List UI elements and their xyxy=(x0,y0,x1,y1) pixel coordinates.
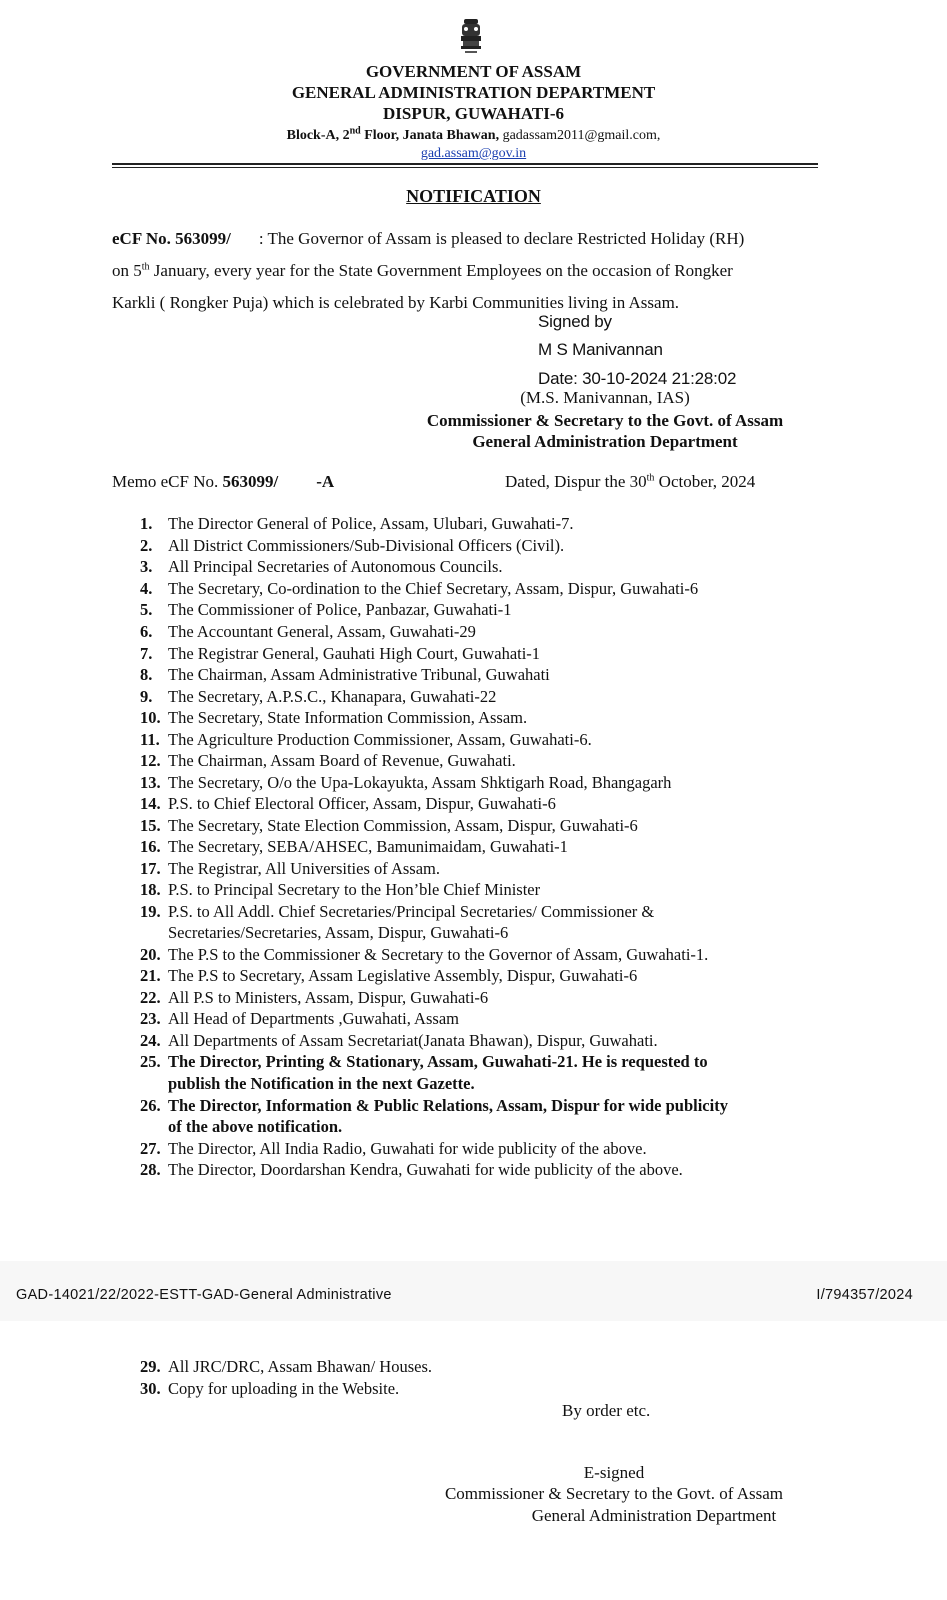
list-number: 1. xyxy=(140,514,153,533)
list-number: 10. xyxy=(140,708,161,727)
signatory-name: (M.S. Manivannan, IAS) xyxy=(520,388,690,407)
memo-number: 563099/ xyxy=(222,472,279,491)
list-item: All JRC/DRC, Assam Bhawan/ Houses. xyxy=(168,1357,433,1376)
list-number: 15. xyxy=(140,816,161,835)
list-item: All Principal Secretaries of Autonomous Councils. xyxy=(168,557,503,576)
list-number: 12. xyxy=(140,751,161,770)
list-item: The Secretary, O/o the Upa-Lokayukta, Assam Shktigarh Road, Bhangagarh xyxy=(168,773,672,792)
govt-title: GOVERNMENT OF ASSAM xyxy=(365,62,582,81)
memo-date: Dated, Dispur the 30th October, 2024 xyxy=(505,472,756,491)
notification-line-1: eCF No. 563099/ : The Governor of Assam is pleased to declare Restricted Holiday (RH) xyxy=(112,229,745,248)
list-item: The Director, Information & Public Relations, Assam, Dispur for wide publicity xyxy=(168,1096,728,1115)
signatory-department: General Administration Department xyxy=(472,432,738,451)
esigned-label: E-signed xyxy=(583,1463,645,1482)
list-number: 17. xyxy=(140,859,161,878)
list-number: 27. xyxy=(140,1139,161,1158)
list-item: The Director General of Police, Assam, Ulubari, Guwahati-7. xyxy=(168,514,574,533)
website-link[interactable]: gad.assam@gov.in xyxy=(420,146,527,161)
list-item: The Secretary, Co-ordination to the Chief Secretary, Assam, Dispur, Guwahati-6 xyxy=(168,579,699,598)
list-number: 21. xyxy=(140,966,161,985)
list-item: The Agriculture Production Commissioner, Assam, Guwahati-6. xyxy=(168,730,592,749)
list-number: 20. xyxy=(140,945,161,964)
list-item-continuation: publish the Notification in the next Gazette. xyxy=(168,1074,475,1093)
list-number: 23. xyxy=(140,1009,161,1028)
memo-line: Memo eCF No. 563099/ -A xyxy=(112,472,335,491)
by-order-text: By order etc. xyxy=(562,1401,651,1420)
notification-line-3: Karkli ( Rongker Puja) which is celebrated by Karbi Communities living in Assam. xyxy=(112,293,680,312)
list-item: The P.S to the Commissioner & Secretary to the Governor of Assam, Guwahati-1. xyxy=(168,945,709,964)
list-number: 19. xyxy=(140,902,161,921)
address-line: Block-A, 2nd Floor, Janata Bhawan, gadassam2011@gmail.com, xyxy=(286,125,661,143)
file-reference: GAD-14021/22/2022-ESTT-GAD-General Administrative xyxy=(16,1287,392,1303)
list-number: 11. xyxy=(140,730,160,749)
list-item: The Secretary, A.P.S.C., Khanapara, Guwahati-22 xyxy=(168,687,497,706)
list-number: 13. xyxy=(140,773,161,792)
ecf-number: eCF No. 563099/ xyxy=(112,229,231,248)
closing-department: General Administration Department xyxy=(531,1506,777,1525)
location-title: DISPUR, GUWAHATI-6 xyxy=(382,104,565,123)
list-item: The Director, Printing & Stationary, Assam, Guwahati-21. He is requested to xyxy=(168,1052,708,1071)
list-item: All Head of Departments ,Guwahati, Assam xyxy=(168,1009,459,1028)
list-number: 7. xyxy=(140,644,153,663)
list-number: 9. xyxy=(140,687,153,706)
list-number: 30. xyxy=(140,1379,161,1398)
list-item: P.S. to Chief Electoral Officer, Assam, Dispur, Guwahati-6 xyxy=(168,794,556,813)
list-number: 18. xyxy=(140,880,161,899)
signer-name: M S Manivannan xyxy=(538,340,663,359)
list-number: 22. xyxy=(140,988,161,1007)
signatory-designation: Commissioner & Secretary to the Govt. of Assam xyxy=(426,411,784,430)
list-number: 25. xyxy=(140,1052,161,1071)
list-item: The Secretary, State Information Commission, Assam. xyxy=(168,708,528,727)
department-title: GENERAL ADMINISTRATION DEPARTMENT xyxy=(291,83,656,102)
list-item: All District Commissioners/Sub-Divisional Officers (Civil). xyxy=(168,536,565,555)
list-number: 28. xyxy=(140,1160,161,1179)
list-item: The Director, Doordarshan Kendra, Guwahati for wide publicity of the above. xyxy=(168,1160,683,1179)
list-item: P.S. to All Addl. Chief Secretaries/Principal Secretaries/ Commissioner & xyxy=(168,902,655,921)
list-number: 24. xyxy=(140,1031,161,1050)
notification-title: NOTIFICATION xyxy=(406,186,541,206)
list-number: 8. xyxy=(140,665,153,684)
list-number: 29. xyxy=(140,1357,161,1376)
list-number: 2. xyxy=(140,536,153,555)
list-number: 3. xyxy=(140,557,153,576)
list-item: All Departments of Assam Secretariat(Janata Bhawan), Dispur, Guwahati. xyxy=(168,1031,658,1050)
header-rule xyxy=(112,163,818,165)
notification-line-2: on 5th January, every year for the State Government Employees on the occasion of Rongker xyxy=(112,261,733,280)
list-item: The Accountant General, Assam, Guwahati-29 xyxy=(168,622,476,641)
list-item: P.S. to Principal Secretary to the Hon’ble Chief Minister xyxy=(168,880,541,899)
list-number: 4. xyxy=(140,579,153,598)
header-rule-thin xyxy=(112,167,818,168)
list-item: Copy for uploading in the Website. xyxy=(168,1379,400,1398)
list-number: 5. xyxy=(140,600,153,619)
list-item: The Registrar General, Gauhati High Court, Guwahati-1 xyxy=(168,644,541,663)
list-number: 6. xyxy=(140,622,153,641)
list-item: The Commissioner of Police, Panbazar, Guwahati-1 xyxy=(168,600,512,619)
state-emblem-icon xyxy=(455,18,487,58)
list-item: The Chairman, Assam Administrative Tribunal, Guwahati xyxy=(168,665,550,684)
receipt-reference: I/794357/2024 xyxy=(816,1287,913,1303)
list-item: The Secretary, SEBA/AHSEC, Bamunimaidam, Guwahati-1 xyxy=(168,837,568,856)
list-item: The P.S to Secretary, Assam Legislative Assembly, Dispur, Guwahati-6 xyxy=(168,966,638,985)
list-item-continuation: Secretaries/Secretaries, Assam, Dispur, Guwahati-6 xyxy=(168,923,509,942)
signed-by-label: Signed by xyxy=(538,312,612,331)
list-item: The Registrar, All Universities of Assam. xyxy=(168,859,441,878)
list-item: The Director, All India Radio, Guwahati for wide publicity of the above. xyxy=(168,1139,647,1158)
list-item: The Secretary, State Election Commission, Assam, Dispur, Guwahati-6 xyxy=(168,816,638,835)
closing-designation: Commissioner & Secretary to the Govt. of Assam xyxy=(444,1484,784,1503)
list-item: All P.S to Ministers, Assam, Dispur, Guwahati-6 xyxy=(168,988,489,1007)
list-item: The Chairman, Assam Board of Revenue, Guwahati. xyxy=(168,751,516,770)
list-number: 16. xyxy=(140,837,161,856)
list-number: 26. xyxy=(140,1096,161,1115)
list-item-continuation: of the above notification. xyxy=(168,1117,343,1136)
signature-date: Date: 30-10-2024 21:28:02 xyxy=(538,369,737,388)
list-number: 14. xyxy=(140,794,161,813)
